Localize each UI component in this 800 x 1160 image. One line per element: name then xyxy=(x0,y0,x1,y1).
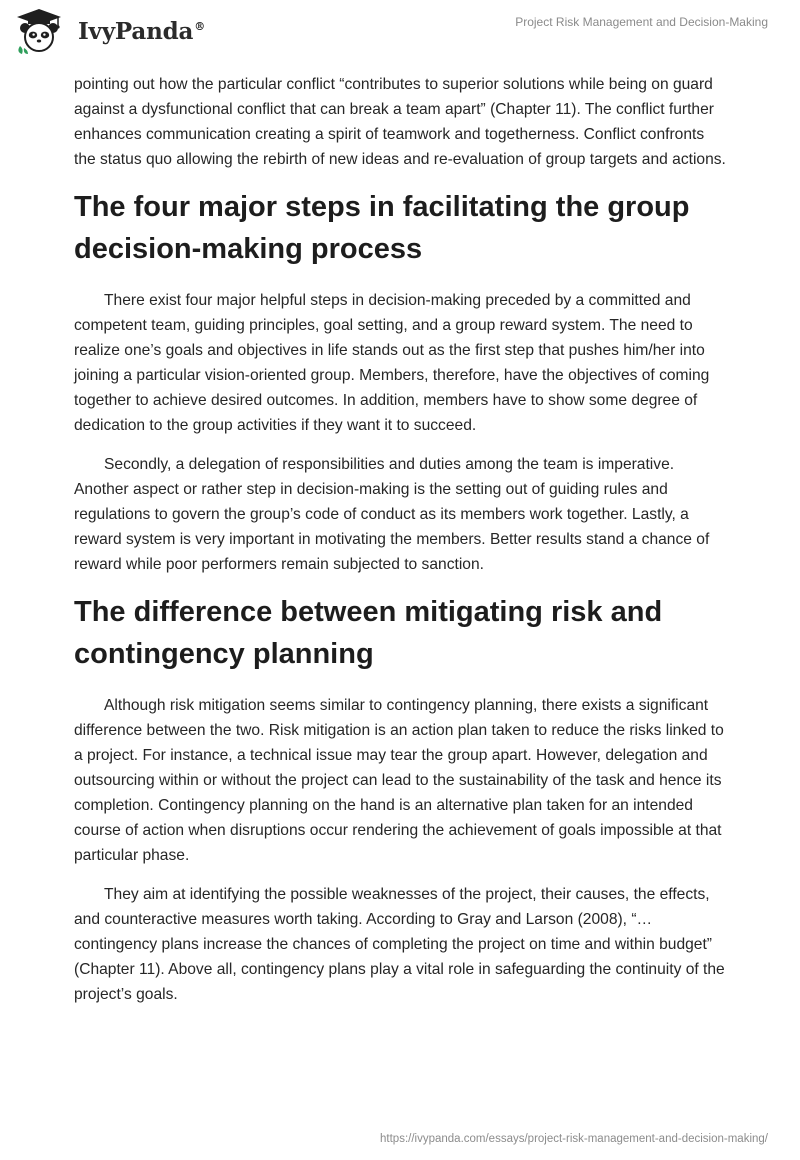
brand-text: IvyPanda xyxy=(78,18,194,45)
section-heading-risk-vs-contingency: The difference between mitigating risk and contingency planning xyxy=(74,596,663,670)
panda-graduate-icon[interactable] xyxy=(14,6,64,56)
article-body xyxy=(74,72,726,1021)
document-title: Project Risk Management and Decision-Making xyxy=(515,15,768,29)
registered-mark: ® xyxy=(194,20,205,34)
intro-paragraph: pointing out how the particular conflict “contributes to superior solutions while being on guard against a dysfunctional conflict that can break a team apart” (Chapter 11). The conflict further enhances communication creating a spirit of teamwork and togetherness. Conflict confronts the status quo allowing the rebirth of new ideas and re-evaluation of group targets and actions. xyxy=(74,76,726,168)
brand-name[interactable] xyxy=(78,18,205,45)
section-heading-decision-steps: The four major steps in facilitating the group decision-making process xyxy=(74,191,690,265)
paragraph: Secondly, a delegation of responsibilities and duties among the team is imperative. Another aspect or rather step in decision-making is the setting out of guiding rules and regulations to govern the group’s code of conduct as its members work together. Lastly, a reward system is very important in motivating the members. Better results stand a chance of reward while poor performers remain subjected to sanction. xyxy=(74,456,710,573)
page-header xyxy=(0,0,800,60)
paragraph: They aim at identifying the possible weaknesses of the project, their causes, the effects, and counteractive measures worth taking. According to Gray and Larson (2008), “…contingency plans increase the chances of completing the project on time and within budget” (Chapter 11). Above all, contingency plans play a vital role in safeguarding the continuity of the project’s goals. xyxy=(74,886,725,1003)
paragraph: There exist four major helpful steps in decision-making preceded by a committed and competent team, guiding principles, goal setting, and a group reward system. The need to realize one’s goals and objectives in life stands out as the first step that pushes him/her into joining a particular vision-oriented group. Members, therefore, have the objectives of coming together to achieve desired outcomes. In addition, members have to show some degree of dedication to the group activities if they want it to succeed. xyxy=(74,292,710,434)
paragraph: Although risk mitigation seems similar to contingency planning, there exists a significant difference between the two. Risk mitigation is an action plan taken to reduce the risks linked to a project. For instance, a technical issue may tear the group apart. However, delegation and outsourcing within or without the project can lead to the sustainability of the task and hence its completion. Contingency planning on the hand is an alternative plan taken for an intended course of action when disruptions occur rendering the achievement of goals impossible at that particular phase. xyxy=(74,697,724,864)
source-url[interactable]: https://ivypanda.com/essays/project-risk-management-and-decision-making/ xyxy=(380,1133,768,1145)
